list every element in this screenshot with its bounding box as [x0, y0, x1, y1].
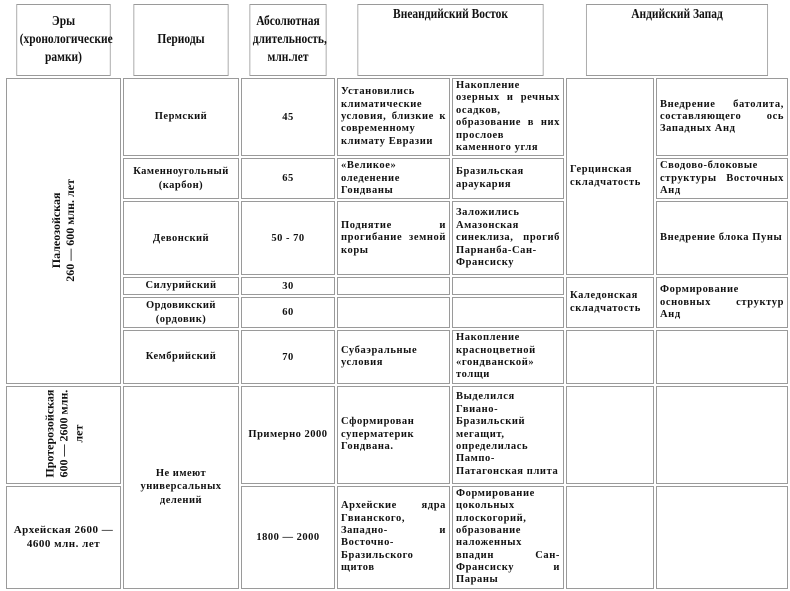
empty-cell — [452, 277, 564, 295]
period-cell: Ордовикский (ордовик) — [123, 297, 239, 328]
east-text: Субаэральные условия — [341, 344, 418, 369]
duration-cell: 50 - 70 — [241, 201, 335, 275]
era-proterozoic-range: 600 — 2600 млн. — [56, 390, 71, 478]
era-proterozoic — [6, 386, 121, 484]
duration-cell: 45 — [241, 78, 335, 156]
empty-cell — [656, 486, 788, 589]
era-paleozoic — [6, 78, 121, 384]
east-text: Накопление озерных и речных осадков, образование в них прослоев каменного угля — [456, 80, 560, 153]
era-paleozoic-name: Палеозойская — [49, 192, 64, 268]
east-text: Формирование цокольных плоскогорий, образование наложенных впадин Сан-Франсиску и Параны — [456, 487, 560, 586]
period-cell: Девонский — [123, 201, 239, 275]
no-divisions-cell: Не имеют универсальных делений — [123, 386, 239, 589]
empty-cell — [656, 330, 788, 384]
east-text: Выделился Гвиано-Бразильский мегащит, определилась Пампо-Патагонская плита — [456, 391, 559, 477]
era-paleozoic-range: 260 — 600 млн. лет — [63, 178, 78, 282]
period-cell: Силурийский — [123, 277, 239, 295]
west-text: Каледонская складчатость — [570, 290, 641, 314]
east-text: Заложились Амазонская синеклиза, прогиб Парнанба-Сан-Франсиску — [456, 207, 560, 268]
header-duration: Абсолютная длительность, млн.лет — [249, 4, 326, 76]
header-periods: Периоды — [133, 4, 228, 76]
east-text: Установились климатические условия, близкие к современному климату Евразии — [341, 86, 446, 147]
duration-cell: Примерно 2000 — [241, 386, 335, 484]
duration-cell: 1800 — 2000 — [241, 486, 335, 589]
east-text: Архейские ядра Гвианского, Западно- и Восточно-Бразильского щитов — [341, 500, 446, 574]
duration-cell: 70 — [241, 330, 335, 384]
header-era: Эры (хронологические рамки) — [16, 4, 110, 76]
era-proterozoic-name: Протерозойская — [41, 390, 56, 478]
duration-cell: 60 — [241, 297, 335, 328]
duration-cell: 65 — [241, 158, 335, 199]
period-cell: Каменноугольный (карбон) — [123, 158, 239, 199]
duration-cell: 30 — [241, 277, 335, 295]
west-text: Внедрение батолита, составляющего ось Западных Анд — [660, 98, 785, 135]
east-text: Сформирован суперматерик Гондвана. — [341, 416, 415, 452]
west-text: Формирование основных структур Анд — [660, 284, 785, 321]
west-text: Внедрение блока Пуны — [660, 232, 783, 244]
empty-cell — [452, 297, 564, 328]
empty-cell — [656, 386, 788, 484]
period-cell: Кембрийский — [123, 330, 239, 384]
east-text: Накопление красноцветной «гондванской» толщи — [456, 332, 536, 381]
era-proterozoic-unit: лет — [70, 425, 85, 443]
empty-cell — [337, 297, 450, 328]
east-text: «Великое» оледенение Гондваны — [341, 160, 400, 196]
empty-cell — [566, 486, 654, 589]
empty-cell — [566, 330, 654, 384]
east-text: Поднятие и прогибание земной коры — [341, 219, 446, 256]
west-text: Сводово-блоковые структуры Восточных Анд — [660, 160, 785, 196]
empty-cell — [337, 277, 450, 295]
period-cell: Пермский — [123, 78, 239, 156]
era-archean: Архейская 2600 — 4600 млн. лет — [6, 486, 121, 589]
west-text: Герцинская складчатость — [570, 164, 641, 188]
east-text: Бразильская араукария — [456, 166, 524, 190]
geology-table — [4, 2, 790, 591]
empty-cell — [566, 386, 654, 484]
header-east: Внеандийский Восток — [357, 4, 543, 76]
header-west: Андийский Запад — [586, 4, 768, 76]
